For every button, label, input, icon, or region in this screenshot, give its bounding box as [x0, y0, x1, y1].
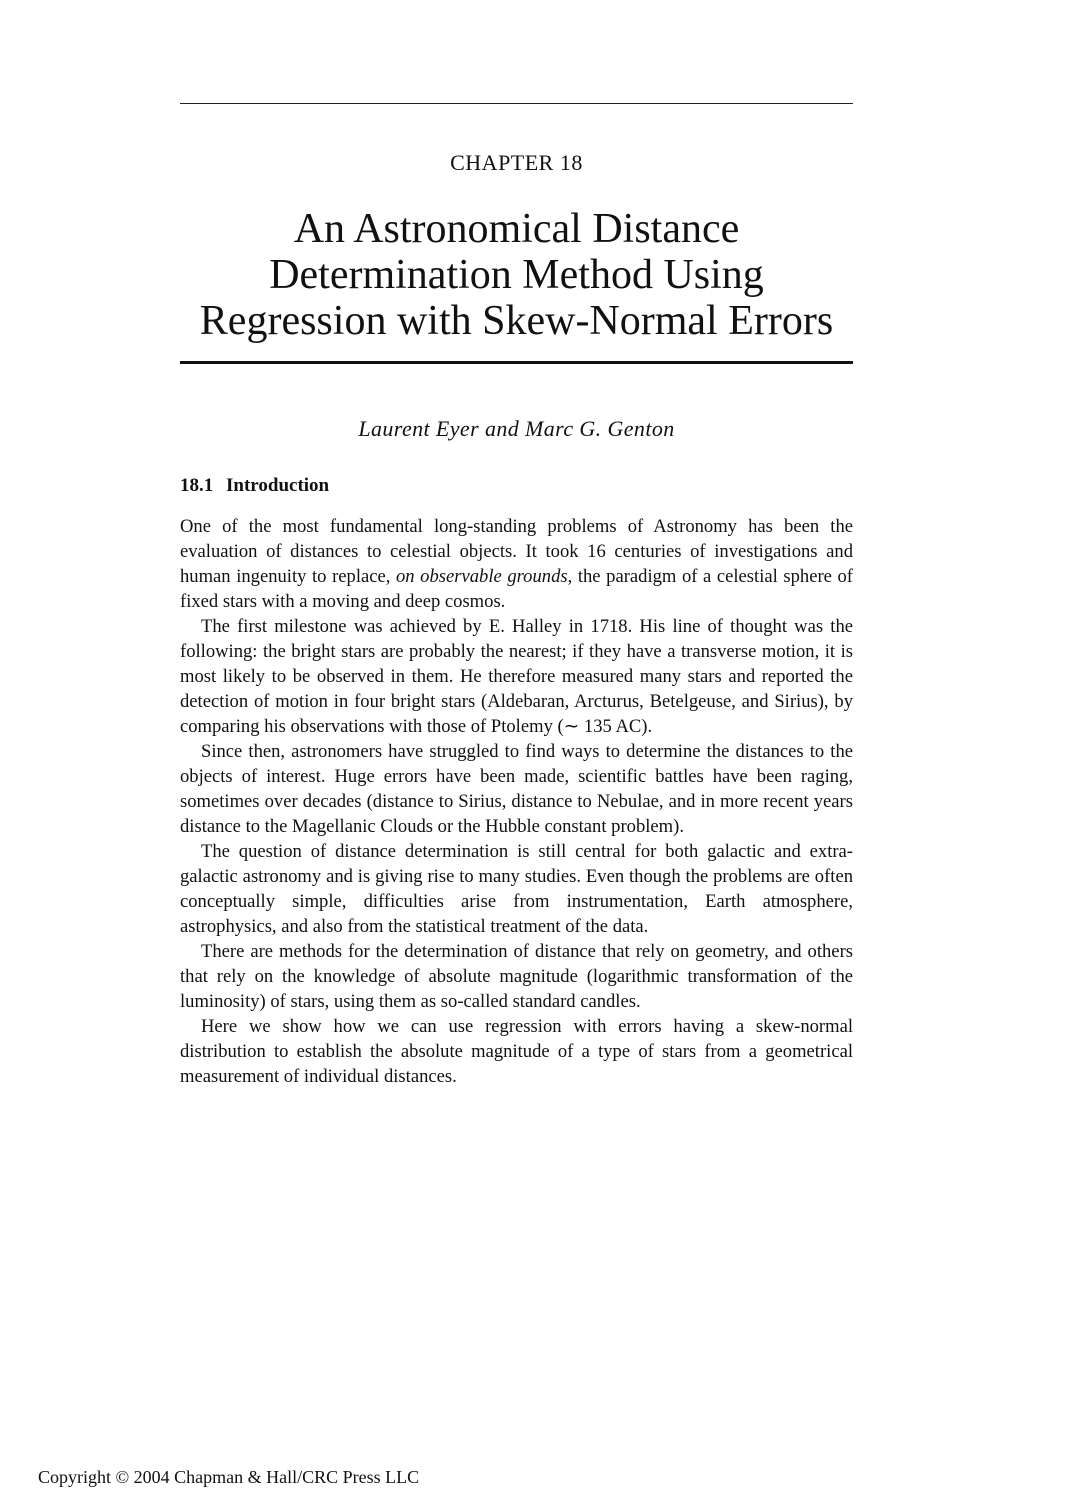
- body-text: [180, 514, 853, 1089]
- chapter-title-line-3: Regression with Skew-Normal Errors: [199, 298, 834, 344]
- paragraph-5: There are methods for the determination of distance that rely on geometry, and others that rely on the knowledge of absolute magnitude (logarithmic transformation of the luminosity) of stars, using them as so-called standard candles.: [180, 941, 853, 1012]
- chapter-title: [180, 206, 853, 344]
- paragraph-1-text-b: , the paradigm of a celestial sphere of fixed stars with a moving and deep cosmos.: [180, 566, 853, 612]
- chapter-title-line-2: Determination Method Using: [269, 252, 764, 298]
- paragraph-3: Since then, astronomers have struggled to find ways to determine the distances to the objects of interest. Huge errors have been made, scientific battles have been raging, sometimes over decades (distance to Sirius, distance to Nebulae, and in more recent years distance to the Magellanic Clouds or the Hubble constant problem).: [180, 741, 853, 837]
- paragraph-2: The first milestone was achieved by E. Halley in 1718. His line of thought was the following: the bright stars are probably the nearest; if they have a transverse motion, it is most likely to be observed in them. He therefore measured many stars and reported the detection of motion in four bright stars (Aldebaran, Arcturus, Betelgeuse, and Sirius), by comparing his observations with those of Ptolemy (∼ 135 AC).: [180, 616, 853, 737]
- paragraph-4: The question of distance determination is still central for both galactic and extra-galactic astronomy and is giving rise to many studies. Even though the problems are often conceptually simple, difficulties arise from instrumentation, Earth atmosphere, astrophysics, and also from the statistical treatment of the data.: [180, 841, 853, 937]
- paragraph-1: [180, 514, 853, 614]
- title-rule: [180, 361, 853, 364]
- section-number: 18.1: [180, 475, 214, 496]
- authors: Laurent Eyer and Marc G. Genton: [358, 416, 675, 441]
- copyright-footer: Copyright © 2004 Chapman & Hall/CRC Press LLC: [38, 1467, 420, 1487]
- chapter-label: CHAPTER 18: [450, 150, 583, 175]
- section-title: Introduction: [226, 475, 330, 496]
- paragraph-1-text-a: One of the most fundamental long-standing problems of Astronomy has been the evaluation of distances to celestial objects. It took 16 centuries of investigations and human ingenuity to replace,: [180, 516, 853, 587]
- top-rule: [180, 103, 853, 104]
- paragraph-1-emphasis: on observable grounds: [395, 566, 568, 587]
- section-heading: [180, 475, 329, 497]
- page: [180, 0, 853, 1500]
- chapter-title-line-1: An Astronomical Distance: [293, 206, 740, 252]
- paragraph-6: Here we show how we can use regression with errors having a skew-normal distribution to establish the absolute magnitude of a type of stars from a geometrical measurement of individual distances.: [180, 1016, 853, 1087]
